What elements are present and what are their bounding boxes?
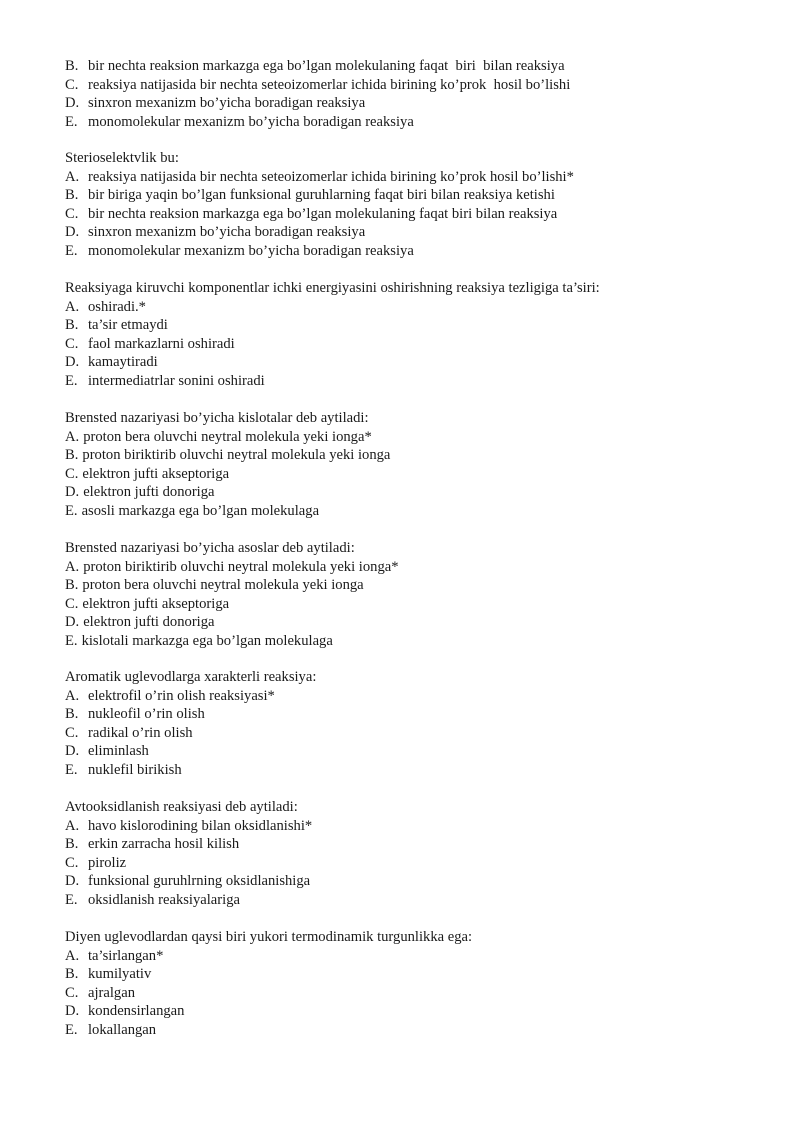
option-text: ta’sir etmaydi bbox=[88, 317, 168, 334]
answer-option bbox=[65, 205, 765, 224]
option-text: nuklefil birikish bbox=[88, 761, 182, 778]
option-letter: C. bbox=[65, 854, 79, 871]
answer-option bbox=[65, 168, 765, 187]
answer-option bbox=[65, 817, 765, 836]
answer-option bbox=[65, 57, 765, 76]
option-letter: A. bbox=[65, 817, 80, 834]
option-text: elektron jufti akseptoriga bbox=[82, 595, 230, 612]
option-text: radikal o’rin olish bbox=[88, 724, 193, 741]
answer-option bbox=[65, 372, 765, 391]
option-letter: A. bbox=[65, 687, 80, 704]
question-text: Reaksiyaga kiruvchi komponentlar ichki energiyasini oshirishning reaksiya tezligiga ta’siri: bbox=[65, 280, 600, 296]
option-letter: C. bbox=[65, 984, 79, 1001]
option-text: kamaytiradi bbox=[88, 354, 158, 371]
option-letter: E. bbox=[65, 761, 78, 778]
answer-option bbox=[65, 502, 765, 521]
option-letter: D. bbox=[65, 354, 80, 371]
option-letter: C. bbox=[65, 335, 79, 352]
option-text: bir biriga yaqin bo’lgan funksional guruhlarning faqat biri bilan reaksiya ketishi bbox=[88, 187, 555, 204]
option-letter: E. bbox=[65, 632, 78, 649]
option-letter: A. bbox=[65, 168, 80, 185]
question-block bbox=[65, 668, 765, 780]
option-text: faol markazlarni oshiradi bbox=[88, 335, 235, 352]
option-letter: D. bbox=[65, 1003, 80, 1020]
option-letter: B. bbox=[65, 836, 79, 853]
option-text: reaksiya natijasida bir nechta seteoizomerlar ichida birining ko’prok hosil bo’lishi bbox=[88, 76, 571, 93]
option-text: eliminlash bbox=[88, 743, 149, 760]
option-letter: B. bbox=[65, 706, 79, 723]
answer-option bbox=[65, 947, 765, 966]
answer-option bbox=[65, 613, 765, 632]
answer-option bbox=[65, 113, 765, 132]
option-letter: A. bbox=[65, 298, 80, 315]
option-text: proton biriktirib oluvchi neytral molekula yeki ionga bbox=[82, 447, 391, 464]
option-text: erkin zarracha hosil kilish bbox=[88, 836, 240, 853]
option-letter: B. bbox=[65, 966, 79, 983]
question-block bbox=[65, 409, 765, 521]
option-letter: B. bbox=[65, 187, 79, 204]
option-text: lokallangan bbox=[88, 1021, 157, 1038]
answer-option bbox=[65, 965, 765, 984]
option-letter: A. bbox=[65, 428, 80, 445]
answer-option bbox=[65, 576, 765, 595]
option-text: kumilyativ bbox=[88, 966, 152, 983]
option-text: elektron jufti donoriga bbox=[83, 614, 215, 631]
answer-option bbox=[65, 872, 765, 891]
question-text: Sterioselektvlik bu: bbox=[65, 150, 179, 166]
option-letter: D. bbox=[65, 873, 80, 890]
option-letter: C. bbox=[65, 76, 79, 93]
option-letter: D. bbox=[65, 484, 80, 501]
option-text: kislotali markazga ega bo’lgan molekulaga bbox=[81, 632, 333, 649]
option-letter: A. bbox=[65, 947, 80, 964]
option-text: funksional guruhlrning oksidlanishiga bbox=[88, 873, 311, 890]
option-letter: A. bbox=[65, 558, 80, 575]
option-letter: D. bbox=[65, 743, 80, 760]
option-letter: C. bbox=[65, 205, 79, 222]
option-text: ajralgan bbox=[88, 984, 135, 1001]
question-block bbox=[65, 539, 765, 651]
option-text: proton bera oluvchi neytral molekula yeki ionga bbox=[82, 577, 364, 594]
question-block bbox=[65, 928, 765, 1040]
answer-option bbox=[65, 298, 765, 317]
option-text: asosli markazga ega bo’lgan molekulaga bbox=[81, 502, 320, 519]
option-text: elektron jufti akseptoriga bbox=[82, 465, 230, 482]
answer-option bbox=[65, 705, 765, 724]
answer-option bbox=[65, 316, 765, 335]
option-text: oshiradi.* bbox=[88, 298, 146, 315]
option-text: elektrofil o’rin olish reaksiyasi* bbox=[88, 687, 275, 704]
question-text: Brensted nazariyasi bo’yicha asoslar deb aytiladi: bbox=[65, 540, 355, 556]
option-letter: E. bbox=[65, 113, 78, 130]
option-text: kondensirlangan bbox=[88, 1003, 185, 1020]
answer-option bbox=[65, 891, 765, 910]
answer-option bbox=[65, 761, 765, 780]
option-text: piroliz bbox=[88, 854, 127, 871]
option-text: ta’sirlangan* bbox=[88, 947, 164, 964]
option-letter: D. bbox=[65, 95, 80, 112]
option-letter: E. bbox=[65, 1021, 78, 1038]
option-letter: B. bbox=[65, 317, 79, 334]
answer-option bbox=[65, 558, 765, 577]
answer-option bbox=[65, 428, 765, 447]
answer-option bbox=[65, 835, 765, 854]
question-text: Aromatik uglevodlarga xarakterli reaksiya: bbox=[65, 669, 317, 685]
option-text: oksidlanish reaksiyalariga bbox=[88, 891, 240, 908]
question-text: Diyen uglevodlardan qaysi biri yukori termodinamik turgunlikka ega: bbox=[65, 929, 473, 945]
answer-option bbox=[65, 186, 765, 205]
option-text: monomolekular mexanizm bo’yicha boradigan reaksiya bbox=[88, 113, 414, 130]
option-letter: B. bbox=[65, 447, 79, 464]
question-block bbox=[65, 57, 765, 131]
option-text: havo kislorodining bilan oksidlanishi* bbox=[88, 817, 313, 834]
option-text: nukleofil o’rin olish bbox=[88, 706, 205, 723]
answer-option bbox=[65, 94, 765, 113]
answer-option bbox=[65, 724, 765, 743]
answer-option bbox=[65, 242, 765, 261]
option-text: intermediatrlar sonini oshiradi bbox=[88, 372, 265, 389]
option-letter: C. bbox=[65, 595, 79, 612]
answer-option bbox=[65, 984, 765, 1003]
option-text: proton biriktirib oluvchi neytral molekula yeki ionga* bbox=[83, 558, 399, 575]
answer-option bbox=[65, 687, 765, 706]
option-letter: E. bbox=[65, 372, 78, 389]
option-letter: B. bbox=[65, 577, 79, 594]
answer-option bbox=[65, 223, 765, 242]
option-letter: E. bbox=[65, 242, 78, 259]
option-letter: D. bbox=[65, 614, 80, 631]
option-letter: E. bbox=[65, 891, 78, 908]
question-block bbox=[65, 279, 765, 391]
question-text: Avtooksidlanish reaksiyasi deb aytiladi: bbox=[65, 799, 298, 815]
option-letter: C. bbox=[65, 724, 79, 741]
question-block bbox=[65, 798, 765, 910]
answer-option bbox=[65, 76, 765, 95]
answer-option bbox=[65, 742, 765, 761]
answer-option bbox=[65, 335, 765, 354]
answer-option bbox=[65, 353, 765, 372]
answer-option bbox=[65, 446, 765, 465]
answer-option bbox=[65, 465, 765, 484]
question-block bbox=[65, 149, 765, 261]
option-text: proton bera oluvchi neytral molekula yeki ionga* bbox=[83, 428, 372, 445]
option-text: bir nechta reaksion markazga ega bo’lgan molekulaning faqat biri bilan reaksiya bbox=[88, 58, 565, 74]
option-letter: B. bbox=[65, 58, 79, 74]
option-text: bir nechta reaksion markazga ega bo’lgan molekulaning faqat biri bilan reaksiya bbox=[88, 205, 558, 222]
answer-option bbox=[65, 483, 765, 502]
option-letter: E. bbox=[65, 502, 78, 519]
option-text: sinxron mexanizm bo’yicha boradigan reaksiya bbox=[88, 95, 366, 112]
question-text: Brensted nazariyasi bo’yicha kislotalar deb aytiladi: bbox=[65, 410, 369, 426]
option-text: monomolekular mexanizm bo’yicha boradigan reaksiya bbox=[88, 242, 414, 259]
option-text: sinxron mexanizm bo’yicha boradigan reaksiya bbox=[88, 224, 366, 241]
option-text: reaksiya natijasida bir nechta seteoizomerlar ichida birining ko’prok hosil bo’lishi* bbox=[88, 168, 574, 185]
answer-option bbox=[65, 1021, 765, 1040]
option-letter: C. bbox=[65, 465, 79, 482]
answer-option bbox=[65, 1002, 765, 1021]
option-letter: D. bbox=[65, 224, 80, 241]
answer-option bbox=[65, 595, 765, 614]
option-text: elektron jufti donoriga bbox=[83, 484, 215, 501]
answer-option bbox=[65, 854, 765, 873]
answer-option bbox=[65, 632, 765, 651]
